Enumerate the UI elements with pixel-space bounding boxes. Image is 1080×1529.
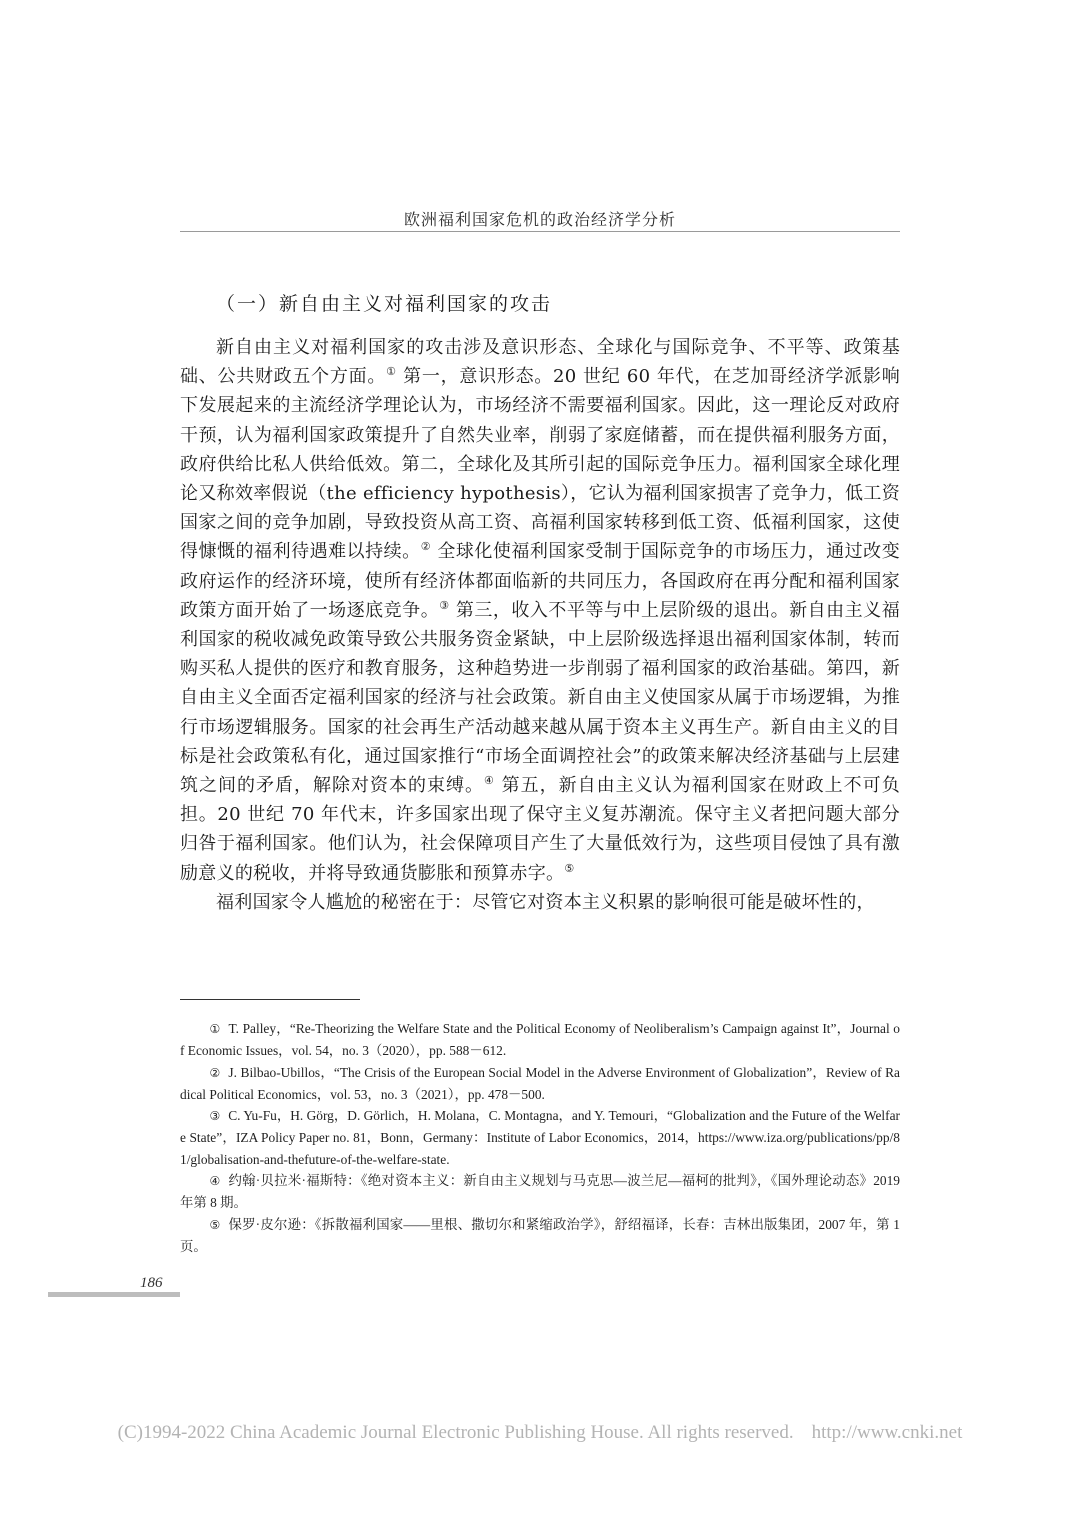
- footnote-rule: [180, 999, 360, 1000]
- footnote-4: [180, 1170, 900, 1214]
- cnki-link[interactable]: http://www.cnki.net: [811, 1422, 963, 1443]
- paragraph-2: 福利国家令人尴尬的秘密在于：尽管它对资本主义积累的影响很可能是破坏性的，: [216, 891, 875, 913]
- paragraph-1-text-3: 全球化使福利国家受制于国际竞争的市场压力，通过改变政府运作的经济环境，使所有经济体都面临新的共同压力，各国政府在再分配和福利国家政策方面开始了一场逐底竞争。: [180, 541, 900, 621]
- footnote-text: J. Bilbao-Ubillos，“The Crisis of the European Social Model in the Adverse Environment of Globalization”，Review of Radical Political Economics，vol. 53，no. 3（2021），pp. 478－500.: [180, 1064, 900, 1102]
- footnote-ref-1[interactable]: ①: [386, 365, 397, 379]
- footnote-ref-3[interactable]: ③: [439, 598, 450, 612]
- footnote-ref-2[interactable]: ②: [420, 540, 432, 554]
- footnote-2: [180, 1062, 900, 1106]
- paragraph-1-text-4: 第三，收入不平等与中上层阶级的退出。新自由主义福利国家的税收减免政策导致公共服务资金紧缺，中上层阶级选择退出福利国家体制，转而购买私人提供的医疗和教育服务，这种趋势进一步削弱了福利国家的政治基础。第四，新自由主义全面否定福利国家的经济与社会政策。新自由主义使国家从属于市场逻辑，为推行市场逻辑服务。国家的社会再生产活动越来越从属于资本主义再生产。新自由主义的目标是社会政策私有化，通过国家推行“市场全面调控社会”的政策来解决经济基础与上层建筑之间的矛盾，解除对资本的束缚。: [180, 599, 900, 797]
- copyright-text: (C)1994-2022 China Academic Journal Electronic Publishing House. All rights reserved.: [117, 1422, 794, 1443]
- footnote-text: T. Palley，“Re-Theorizing the Welfare State and the Political Economy of Neoliberalism’s Campaign against It”，Journal of Economic Issues，vol. 54，no. 3（2020），pp. 588－612.: [180, 1021, 900, 1059]
- footnote-text: 保罗·皮尔逊：《拆散福利国家——里根、撒切尔和紧缩政治学》，舒绍福译，长春：吉林出版集团，2007 年，第 1 页。: [180, 1216, 900, 1254]
- copyright-footer: [100, 1422, 980, 1444]
- footnote-ref-4[interactable]: ④: [484, 774, 495, 788]
- page-number-bar: [48, 1292, 180, 1297]
- paragraph-1-text-1: 新自由主义对福利国家的攻击涉及意识形态、全球化与国际竞争、不平等、政策基础、公共财政五个方面。: [180, 337, 900, 388]
- paragraph-1-text-2: 第一，意识形态。20 世纪 60 年代，在芝加哥经济学派影响下发展起来的主流经济学理论认为，市场经济不需要福利国家。因此，这一理论反对政府干预，认为福利国家政策提升了自然失业率，削弱了家庭储蓄，而在提供福利服务方面，政府供给比私人供给低效。第二，全球化及其所引起的国际竞争压力。福利国家全球化理论又称效率假说（the efficiency hypothesis），它认为福利国家损害了竞争力，低工资国家之间的竞争加剧，导致投资从高工资、高福利国家转移到低工资、低福利国家，这使得慷慨的福利待遇难以持续。: [180, 366, 900, 563]
- footnote-5: [180, 1214, 900, 1258]
- section-title: （一）新自由主义对福利国家的攻击: [216, 293, 553, 315]
- footnote-number: ①: [209, 1022, 221, 1036]
- paragraph-1: [180, 333, 900, 888]
- footnote-1: [180, 1018, 900, 1062]
- body-text: [180, 333, 900, 917]
- footnote-text: C. Yu-Fu，H. Görg，D. Görlich，H. Molana，C. Montagna，and Y. Temouri，“Globalization and the Future of the Welfare State”，IZA Policy Paper no. 81，Bonn，Germany：Institute of Labor Economics，2014，https://www.iza.org/publications/pp/81/globalisation-and-thefuture-of-the-welfare-state.: [180, 1108, 900, 1167]
- running-title: 欧洲福利国家危机的政治经济学分析: [403, 210, 676, 229]
- footnote-3: [180, 1105, 900, 1170]
- footnote-number: ②: [209, 1065, 221, 1080]
- footnote-ref-5[interactable]: ⑤: [564, 861, 575, 875]
- footnote-number: ④: [209, 1174, 221, 1189]
- footnote-number: ⑤: [209, 1217, 221, 1232]
- page-number: 186: [140, 1275, 163, 1291]
- footnotes: [180, 1018, 900, 1257]
- footnote-number: ③: [209, 1109, 221, 1124]
- paragraph-1-text-5: 第五，新自由主义认为福利国家在财政上不可负担。20 世纪 70 年代末，许多国家出现了保守主义复苏潮流。保守主义者把问题大部分归咎于福利国家。他们认为，社会保障项目产生了大量低效行为，这些项目侵蚀了具有激励意义的税收，并将导致通货膨胀和预算赤字。: [180, 775, 900, 884]
- footnote-text: 约翰·贝拉米·福斯特：《绝对资本主义：新自由主义规划与马克思—波兰尼—福柯的批判》，《国外理论动态》2019 年第 8 期。: [180, 1173, 900, 1211]
- header-rule: [180, 231, 900, 232]
